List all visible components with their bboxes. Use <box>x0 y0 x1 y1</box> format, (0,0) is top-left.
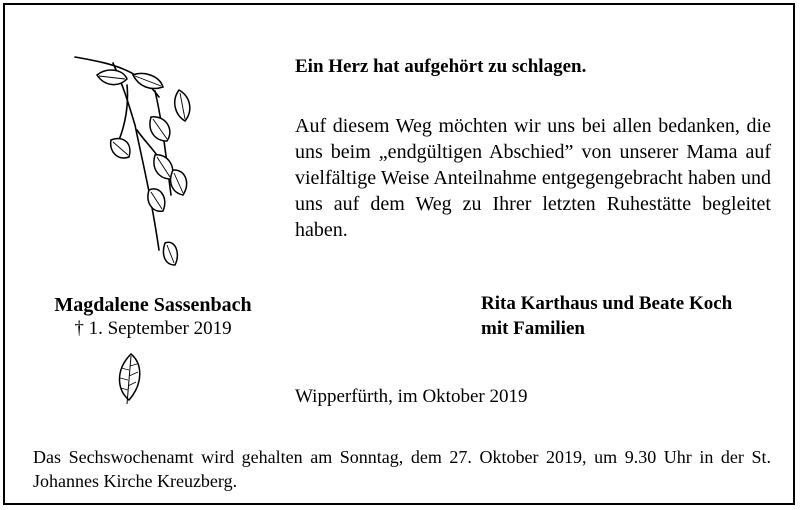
notice-heading: Ein Herz hat aufgehört zu schlagen. <box>295 56 587 77</box>
signers-line-1: Rita Karthaus und Beate Koch <box>481 293 733 314</box>
signers <box>481 291 781 341</box>
obituary-notice <box>3 3 795 505</box>
deceased-name: Magdalene Sassenbach <box>54 294 252 316</box>
place-date: Wipperfürth, im Oktober 2019 <box>295 386 528 407</box>
notice-body: Auf diesem Weg möchten wir uns bei allen bedanken, die uns beim „endgültigen Abschied” von unserer Mama auf vielfältige Weise Anteilnahme entgegengebracht haben und uns auf dem Weg zu Ihrer letzten Ruhestätte begleitet haben. <box>295 115 771 241</box>
falling-leaf-icon <box>109 350 149 410</box>
birch-branch-icon <box>67 45 197 285</box>
signers-line-2: mit Familien <box>481 318 585 339</box>
service-announcement: Das Sechswochenamt wird gehalten am Sonntag, dem 27. Oktober 2019, um 9.30 Uhr in der St. Johannes Kirche Kreuzberg. <box>33 447 771 491</box>
death-date: † 1. September 2019 <box>74 318 232 339</box>
